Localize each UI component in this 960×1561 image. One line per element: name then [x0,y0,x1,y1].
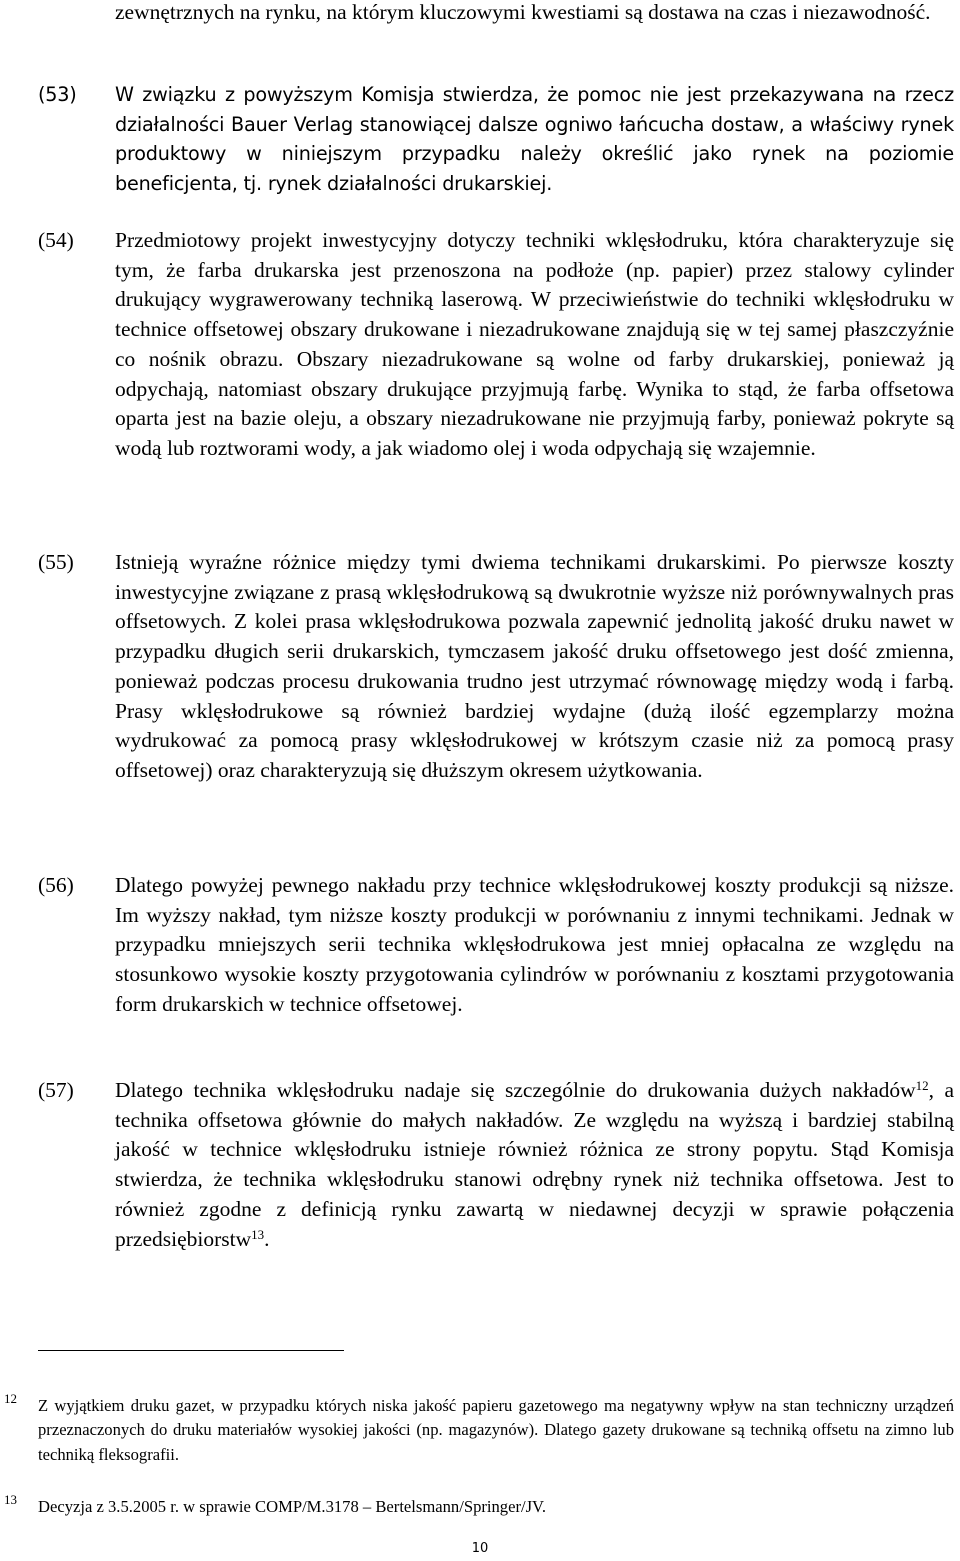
footnote-text: Z wyjątkiem druku gazet, w przypadku których niska jakość papieru gazetowego ma negatywny wpływ na stan techniczny urządzeń przeznaczonych do druku materiałów wysokiej jakości (np. magazynów). Dlatego gazety drukowane są techniką offsetu na zimno lub techniką fleksografii. [38,1396,954,1464]
paragraph-number: (55) [38,550,74,574]
paragraph-number: (57) [38,1078,74,1102]
paragraph-number: (53) [38,83,77,106]
paragraph-text: Istnieją wyraźne różnice między tymi dwiema technikami drukarskimi. Po pierwsze koszty inwestycyjne związane z prasą wklęsłodrukową są dwukrotnie wyższe niż porównywalnych pras offsetowych. Z kolei prasa wklęsłodrukowa pozwala zapewnić jednolitą jakość druku nawet w przypadku długich serii drukarskich, tymczasem jakość druku offsetowego jest dość zmienna, ponieważ podczas procesu drukowania trudno jest utrzymać równowagę między wodą i farbą. Prasy wklęsłodrukowe są również bardziej wydajne (dużą ilość egzemplarzy można wydrukować za pomocą prasy wklęsłodrukowej w krótszym czasie niż za pomocą prasy offsetowej) oraz charakteryzują się dłuższym okresem użytkowania. [115,550,954,782]
paragraph-text: Dlatego powyżej pewnego nakładu przy technice wklęsłodrukowej koszty produkcji są niższe. Im wyższy nakład, tym niższe koszty produkcji w porównaniu z innymi technikami. Jednak w przypadku mniejszych serii technika wklęsłodrukowa jest mniej opłacalna ze względu na stosunkowo wysokie koszty przygotowania cylindrów w porównaniu z kosztami przygotowania form drukarskich w technice offsetowej. [115,873,954,1016]
continuation-text: zewnętrznych na rynku, na którym kluczowymi kwestiami są dostawa na czas i niezawodność. [115,0,931,24]
paragraph-text-part: Dlatego technika wklęsłodruku nadaje się szczególnie do drukowania dużych nakładów [115,1078,916,1102]
footnote-separator [38,1350,344,1351]
footnote-ref-13[interactable]: 13 [251,1226,265,1242]
paragraph-number: (56) [38,873,74,897]
paragraph-text: Przedmiotowy projekt inwestycyjny dotyczy techniki wklęsłodruku, która charakteryzuje się tym, że farba drukarska jest przenoszona na podłoże (np. papier) przez stalowy cylinder drukujący wygrawerowany techniką laserową. W przeciwieństwie do techniki wklęsłodruku w technice offsetowej obszary drukowane i niezadrukowane znajdują się w tej samej płaszczyźnie co nośnik obrazu. Obszary niezadrukowane są wolne od farby drukarskiej, ponieważ ją odpychają, natomiast obszary drukujące przyjmują farbę. Wynika to stąd, że farba offsetowa oparta jest na bazie oleju, a obszary niezadrukowane nie przyjmują farby, ponieważ pokryte są wodą lub roztworami wody, a jak wiadomo olej i woda odpychają się wzajemnie. [115,228,954,460]
footnote-text: Decyzja z 3.5.2005 r. w sprawie COMP/M.3178 – Bertelsmann/Springer/JV. [38,1497,547,1516]
footnote-number: 12 [4,1391,17,1406]
paragraph-text: W związku z powyższym Komisja stwierdza, że pomoc nie jest przekazywana na rzecz działalności Bauer Verlag stanowiącej dalsze ogniwo łańcucha dostaw, a właściwy rynek produktowy w niniejszym przypadku należy określić jako rynek na poziomie beneficjenta, tj. rynek działalności drukarskiej. [115,83,954,196]
footnote-ref-12[interactable]: 12 [915,1078,929,1093]
paragraph-text-part: , a technika offsetowa głównie do małych nakładów. Ze względu na wyższą i bardziej stabilną jakość w technice wklęsłodruku istnieje również różnica ze strony popytu. Stąd Komisja stwierdza, że technika wklęsłodruku stanowi odrębny rynek niż technika offsetowa. Jest to również zgodne z definicją rynku zawartą w niedawnej decyzji w sprawie połączenia przedsiębiorstw [115,1078,954,1251]
footnote-number: 13 [4,1492,17,1507]
page-number: 10 [471,1541,489,1556]
paragraph-number: (54) [38,228,74,252]
paragraph-text [115,1076,954,1254]
paragraph-text-part: . [264,1226,270,1251]
